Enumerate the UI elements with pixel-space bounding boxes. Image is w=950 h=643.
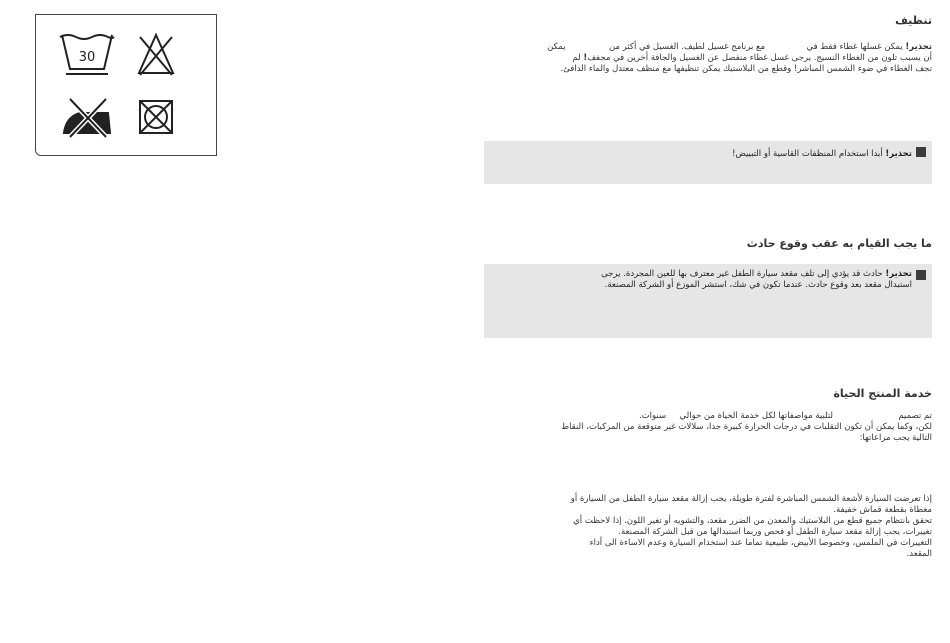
service-line-2: لكن، وكما يمكن أن تكون التقلبات في درجات الحرارة كبيرة جدا، سلالات غير متوقعة من المركبات، النقاط (561, 422, 932, 432)
warning-box-accident (484, 264, 932, 338)
service-life-text (472, 411, 932, 444)
cleaning-line-2: أن يسبب تلون من الغطاء النسيج. يرجى غسل غطاء منفصل عن الغسيل والجافة أخرين في مجفف! لم (572, 53, 932, 63)
list-item: المقعد. (906, 549, 932, 559)
cleaning-line-1 (472, 42, 932, 53)
cleaning-line-2a: أن يسبب تلون من الغطاء النسيج. يرجى غسل غطاء منفصل عن الغسيل والجافة أخرين في مجفف (587, 53, 932, 63)
warning-square-icon (916, 147, 926, 157)
warning-label: تحذير! (885, 149, 912, 159)
accident-line-1: حادث قد يؤدي إلى تلف مقعد سيارة الطفل غير معترف بها للعين المجردة. يرجى (601, 269, 883, 279)
service-line-3: التالية يجب مراعاتها: (859, 433, 932, 443)
list-item: التغييرات في الملمس، وخصوصا الأبيض، طبيعية تماما عند استخدام السيارة وعدم الاساءة الى أداء (589, 538, 932, 548)
service-line-1b: لتلبية مواصفاتها لكل خدمة الحياة من حوالي (679, 411, 833, 421)
list-item: تحقق بانتظام جميع قطع من البلاستيك والمعدن من الضرر مقعد، والتشويه أو تغير اللون. إذا لاحظت أي (573, 516, 932, 526)
cleaning-warning-label: تحذير! (905, 42, 932, 52)
cleaning-text (472, 42, 932, 75)
service-line-1 (472, 411, 932, 422)
cleaning-title: تنظيف (895, 14, 932, 27)
no-bleach-icon (136, 31, 176, 77)
care-symbols-box (35, 14, 217, 156)
wash-temperature-label: 30 (78, 50, 96, 65)
wash-30-icon (58, 31, 116, 77)
accident-warning-label: تحذير! (885, 269, 912, 279)
cleaning-line-2b: لم (572, 53, 581, 63)
service-line-1a: تم تصميم (898, 411, 932, 421)
cleaning-line-1a: يمكن غسلها غطاء فقط في (806, 42, 903, 52)
service-line-1c: سنوات. (638, 411, 667, 421)
accident-line-2: استبدال مقعد بعد وقوع حادث. عندما تكون في شك، استشر الموزع أو الشركة المصنعة. (604, 280, 912, 290)
warning-square-icon (916, 270, 926, 280)
no-tumble-dry-icon (136, 97, 176, 137)
warning-text: أبدا استخدام المنظفات القاسية أو التبييض! (732, 149, 883, 159)
cleaning-line-1b: مع برنامج غسيل لطيف. الغسيل في أكثر من (608, 42, 766, 52)
accident-title: ما يجب القيام به عقب وقوع حادث (746, 237, 932, 250)
cleaning-line-3: تجف الغطاء في ضوء الشمس المباشر! وقطع من البلاستيك يمكن تنظيفها مع منظف معتدل والماء الدافئ. (560, 64, 932, 74)
service-life-title: خدمة المنتج الحياة (833, 387, 932, 400)
list-item: تغييرات، يجب إزالة مقعد سيارة الطفل أو فحص وربما استبدالها من قبل الشركة المصنعة. (618, 527, 932, 537)
warning-box-chemicals (484, 141, 932, 184)
cleaning-line-1c: يمكن (547, 42, 566, 52)
no-iron-icon (58, 95, 116, 139)
list-item: إذا تعرضت السيارة لأشعة الشمس المباشرة لفترة طويلة، يجب إزالة مقعد سيارة الطفل من السيارة أو (570, 494, 932, 504)
precautions-list (472, 494, 932, 560)
list-item: مغطاة بقطعة قماش خفيفة. (833, 505, 932, 515)
